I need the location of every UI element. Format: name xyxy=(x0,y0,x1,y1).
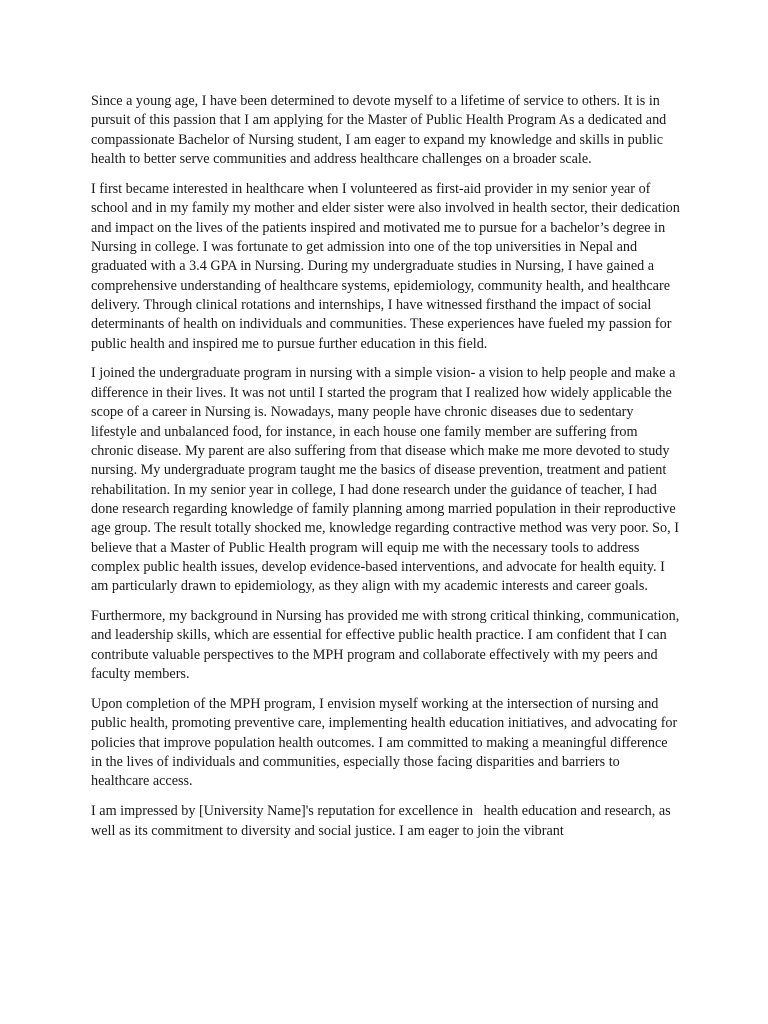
paragraph-university: I am impressed by [University Name]'s reputation for excellence in health education and research, as well as its commitment to diversity and social justice. I am eager to join the vibrant xyxy=(91,803,675,839)
paragraph-undergraduate-program: I joined the undergraduate program in nursing with a simple vision- a vision to help people and make a difference in their lives. It was not until I started the program that I realized how widely applicable the scope of a career in Nursing is. Nowadays, many people have chronic diseases due to sedentary lifestyle and unbalanced food, for instance, in each house one family member are suffering from chronic disease. My parent are also suffering from that disease which make me more devoted to study nursing. My undergraduate program taught me the basics of disease prevention, treatment and patient rehabilitation. In my senior year in college, I had done research under the guidance of teacher, I had done research regarding knowledge of family planning among married population in their reproductive age group. The result totally shocked me, knowledge regarding contractive method was very poor. So, I believe that a Master of Public Health program will equip me with the necessary tools to address complex public health issues, develop evidence-based interventions, and advocate for health equity. I am particularly drawn to epidemiology, as they align with my academic interests and career goals. xyxy=(91,365,683,595)
document-body xyxy=(91,92,684,851)
paragraph-healthcare-interest: I first became interested in healthcare when I volunteered as first-aid provider in my senior year of school and in my family my mother and elder sister were also involved in health sector, their dedication and impact on the lives of the patients inspired and motivated me to pursue for a bachelor’s degree in Nursing in college. I was fortunate to get admission into one of the top universities in Nepal and graduated with a 3.4 GPA in Nursing. During my undergraduate studies in Nursing, I have gained a comprehensive understanding of healthcare systems, epidemiology, community health, and healthcare delivery. Through clinical rotations and internships, I have witnessed firsthand the impact of social determinants of health on individuals and communities. These experiences have fueled my passion for public health and inspired me to pursue further education in this field. xyxy=(91,180,684,352)
paragraph-skills: Furthermore, my background in Nursing has provided me with strong critical thinking, communication, and leadership skills, which are essential for effective public health practice. I am confident that I can contribute valuable perspectives to the MPH program and collaborate effectively with my peers and faculty members. xyxy=(91,608,683,683)
paragraph-intro: Since a young age, I have been determined to devote myself to a lifetime of service to others. It is in pursuit of this passion that I am applying for the Master of Public Health Program As a dedicated and compassionate Bachelor of Nursing student, I am eager to expand my knowledge and skills in public health to better serve communities and address healthcare challenges on a broader scale. xyxy=(91,93,670,168)
paragraph-future-goals: Upon completion of the MPH program, I envision myself working at the intersection of nursing and public health, promoting preventive care, implementing health education initiatives, and advocating for policies that improve population health outcomes. I am committed to making a meaningful difference in the lives of individuals and communities, especially those facing disparities and barriers to healthcare access. xyxy=(91,695,681,790)
